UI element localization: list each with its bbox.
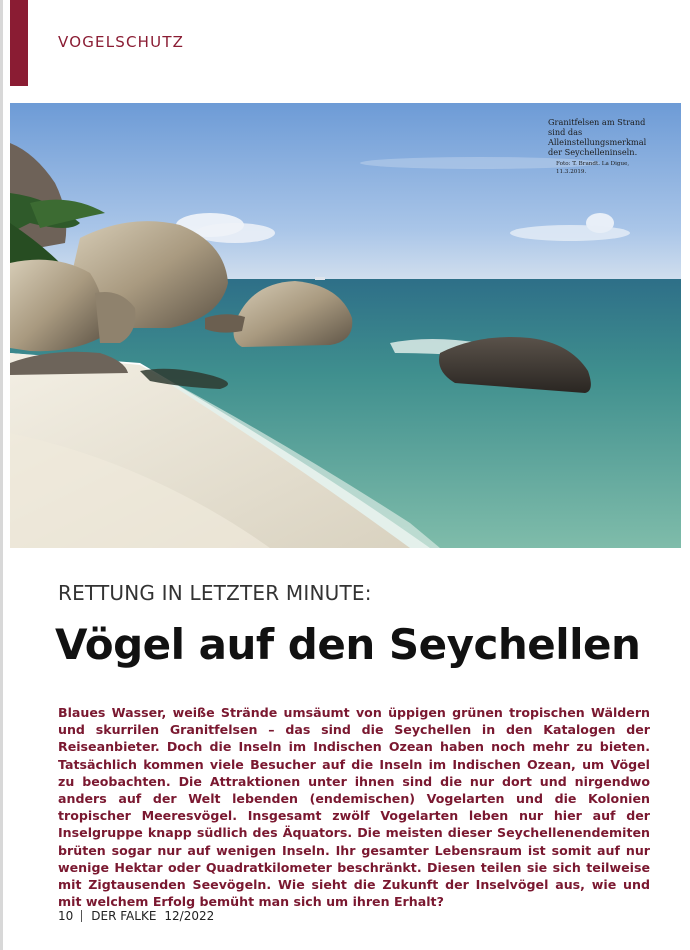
magazine-name: DER FALKE xyxy=(91,909,157,923)
page-number: 10 xyxy=(58,909,74,923)
photo-caption xyxy=(548,117,660,176)
photo-credit: Foto: T. Brandt. La Digue, 11.3.2019. xyxy=(556,161,630,175)
section-accent-bar xyxy=(10,0,28,86)
caption-text: Granitfelsen am Strand sind das Alleinstellungsmerkmal der Seychelleninseln. xyxy=(548,117,647,157)
article-kicker: RETTUNG IN LETZTER MINUTE: xyxy=(58,581,372,605)
page-footer xyxy=(58,909,214,923)
section-label: VOGELSCHUTZ xyxy=(58,33,185,51)
article-lead: Blaues Wasser, weiße Strände umsäumt von üppigen grünen tropischen Wäldern und skurrilen Granitfelsen – das sind die Seychellen in den Katalogen der Reiseanbieter. Doch die Inseln im Indischen Ozean haben noch mehr zu bieten. Tatsächlich kommen viele Besucher auf die Inseln im Indischen Ozean, um Vögel zu beobachten. Die Attraktionen unter ihnen sind die nur dort und nirgendwo anders auf der Welt lebenden (endemischen) Vogelarten und die Kolonien tropischer Meeresvögel. Insgesamt zwölf Vogelarten leben nur hier auf der Inselgruppe knapp südlich des Äquators. Die meisten dieser Seychellenendemiten brüten sogar nur auf wenigen Inseln. Ihr gesamter Lebensraum ist somit auf nur wenige Hektar oder Quadratkilometer beschränkt. Diesen teilen sie sich teilweise mit Zigtausenden Seevögeln. Wie sieht die Zukunft der Inselvögel aus, wie und mit welchem Erfolg bemüht man sich um ihren Erhalt? xyxy=(58,705,650,910)
footer-separator xyxy=(81,910,82,922)
article-title: Vögel auf den Seychellen xyxy=(55,620,641,669)
issue-number: 12/2022 xyxy=(164,909,215,923)
page-edge xyxy=(0,0,3,950)
